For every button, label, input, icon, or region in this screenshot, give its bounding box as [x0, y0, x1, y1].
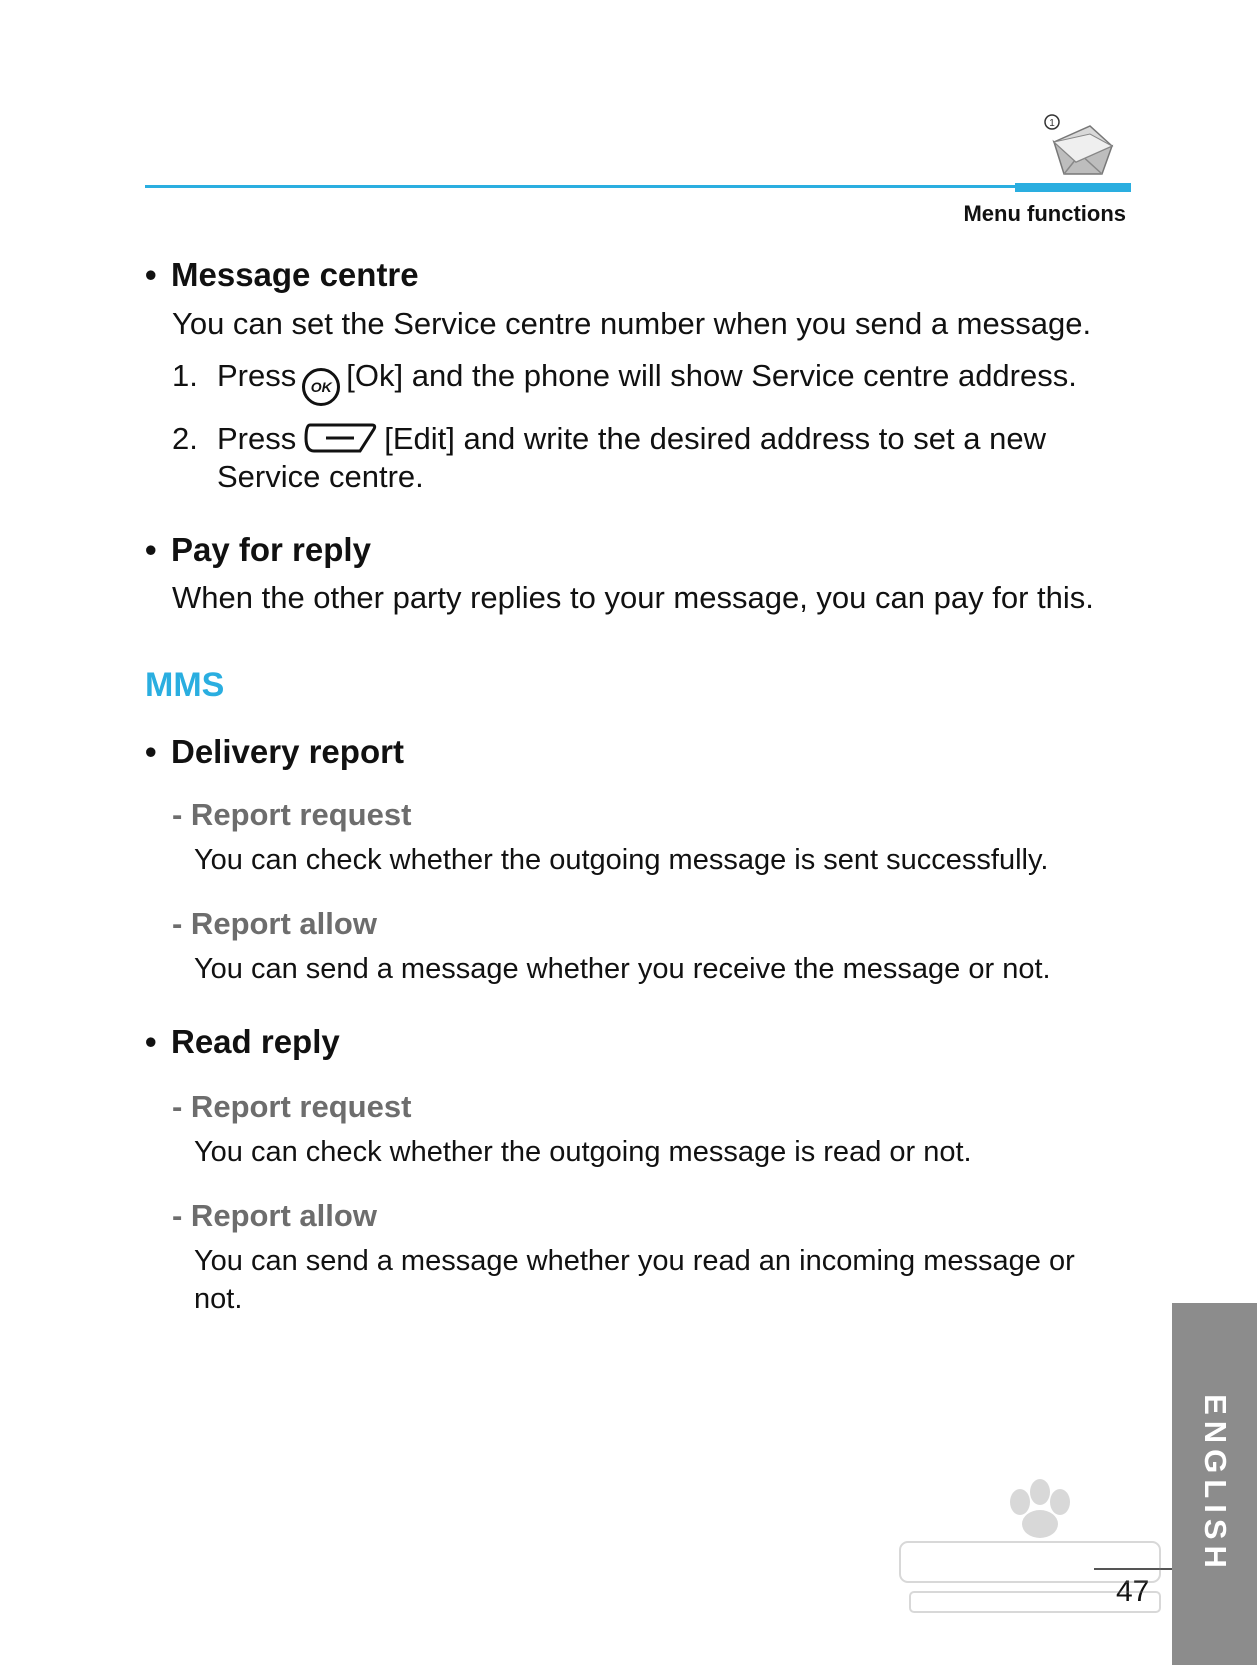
soft-key-icon [302, 421, 378, 455]
subheading-report-request: - Report request [172, 796, 412, 832]
header-accent-bar [1015, 183, 1131, 192]
section-text-pay-for-reply: When the other party replies to your message, you can pay for this. [172, 580, 1094, 616]
language-tab [1172, 1303, 1257, 1665]
group-heading-read-reply: • Read reply [145, 1022, 340, 1060]
subtext-report-allow: You can send a message whether you read an incoming message or not. [194, 1244, 1075, 1315]
subheading-report-allow: - Report allow [172, 1197, 377, 1233]
header-rule [145, 185, 1130, 188]
language-tab-label: ENGLISH [1197, 1394, 1233, 1574]
subtext-report-request: You can check whether the outgoing message is sent successfully. [194, 843, 1049, 876]
subtext-report-allow: You can send a message whether you receive the message or not. [194, 952, 1051, 985]
group-heading-delivery-report: • Delivery report [145, 732, 404, 770]
page-number: 47 [1116, 1575, 1150, 1608]
section-heading-message-centre: • Message centre [145, 256, 419, 293]
subtext-report-request: You can check whether the outgoing message is read or not. [194, 1135, 972, 1168]
section-heading-pay-for-reply: • Pay for reply [145, 530, 371, 568]
section-text-message-centre: You can set the Service centre number when you send a message. [172, 305, 1092, 341]
step-1: 1. Press OK [Ok] and the phone will show Service centre address. [172, 357, 1130, 406]
envelope-icon [1040, 112, 1120, 184]
mms-heading: MMS [145, 666, 225, 705]
svg-text:1: 1 [1049, 118, 1055, 129]
watermark-logo-icon [890, 1472, 1180, 1622]
page-content [145, 255, 1130, 1318]
header-label: Menu functions [963, 201, 1126, 226]
subheading-report-request: - Report request [172, 1088, 412, 1124]
ok-key-icon: OK [302, 368, 340, 406]
subheading-report-allow: - Report allow [172, 905, 377, 941]
step-2: 2. Press [Edit] and write the desired address to set a new Service centre. [172, 420, 1046, 494]
